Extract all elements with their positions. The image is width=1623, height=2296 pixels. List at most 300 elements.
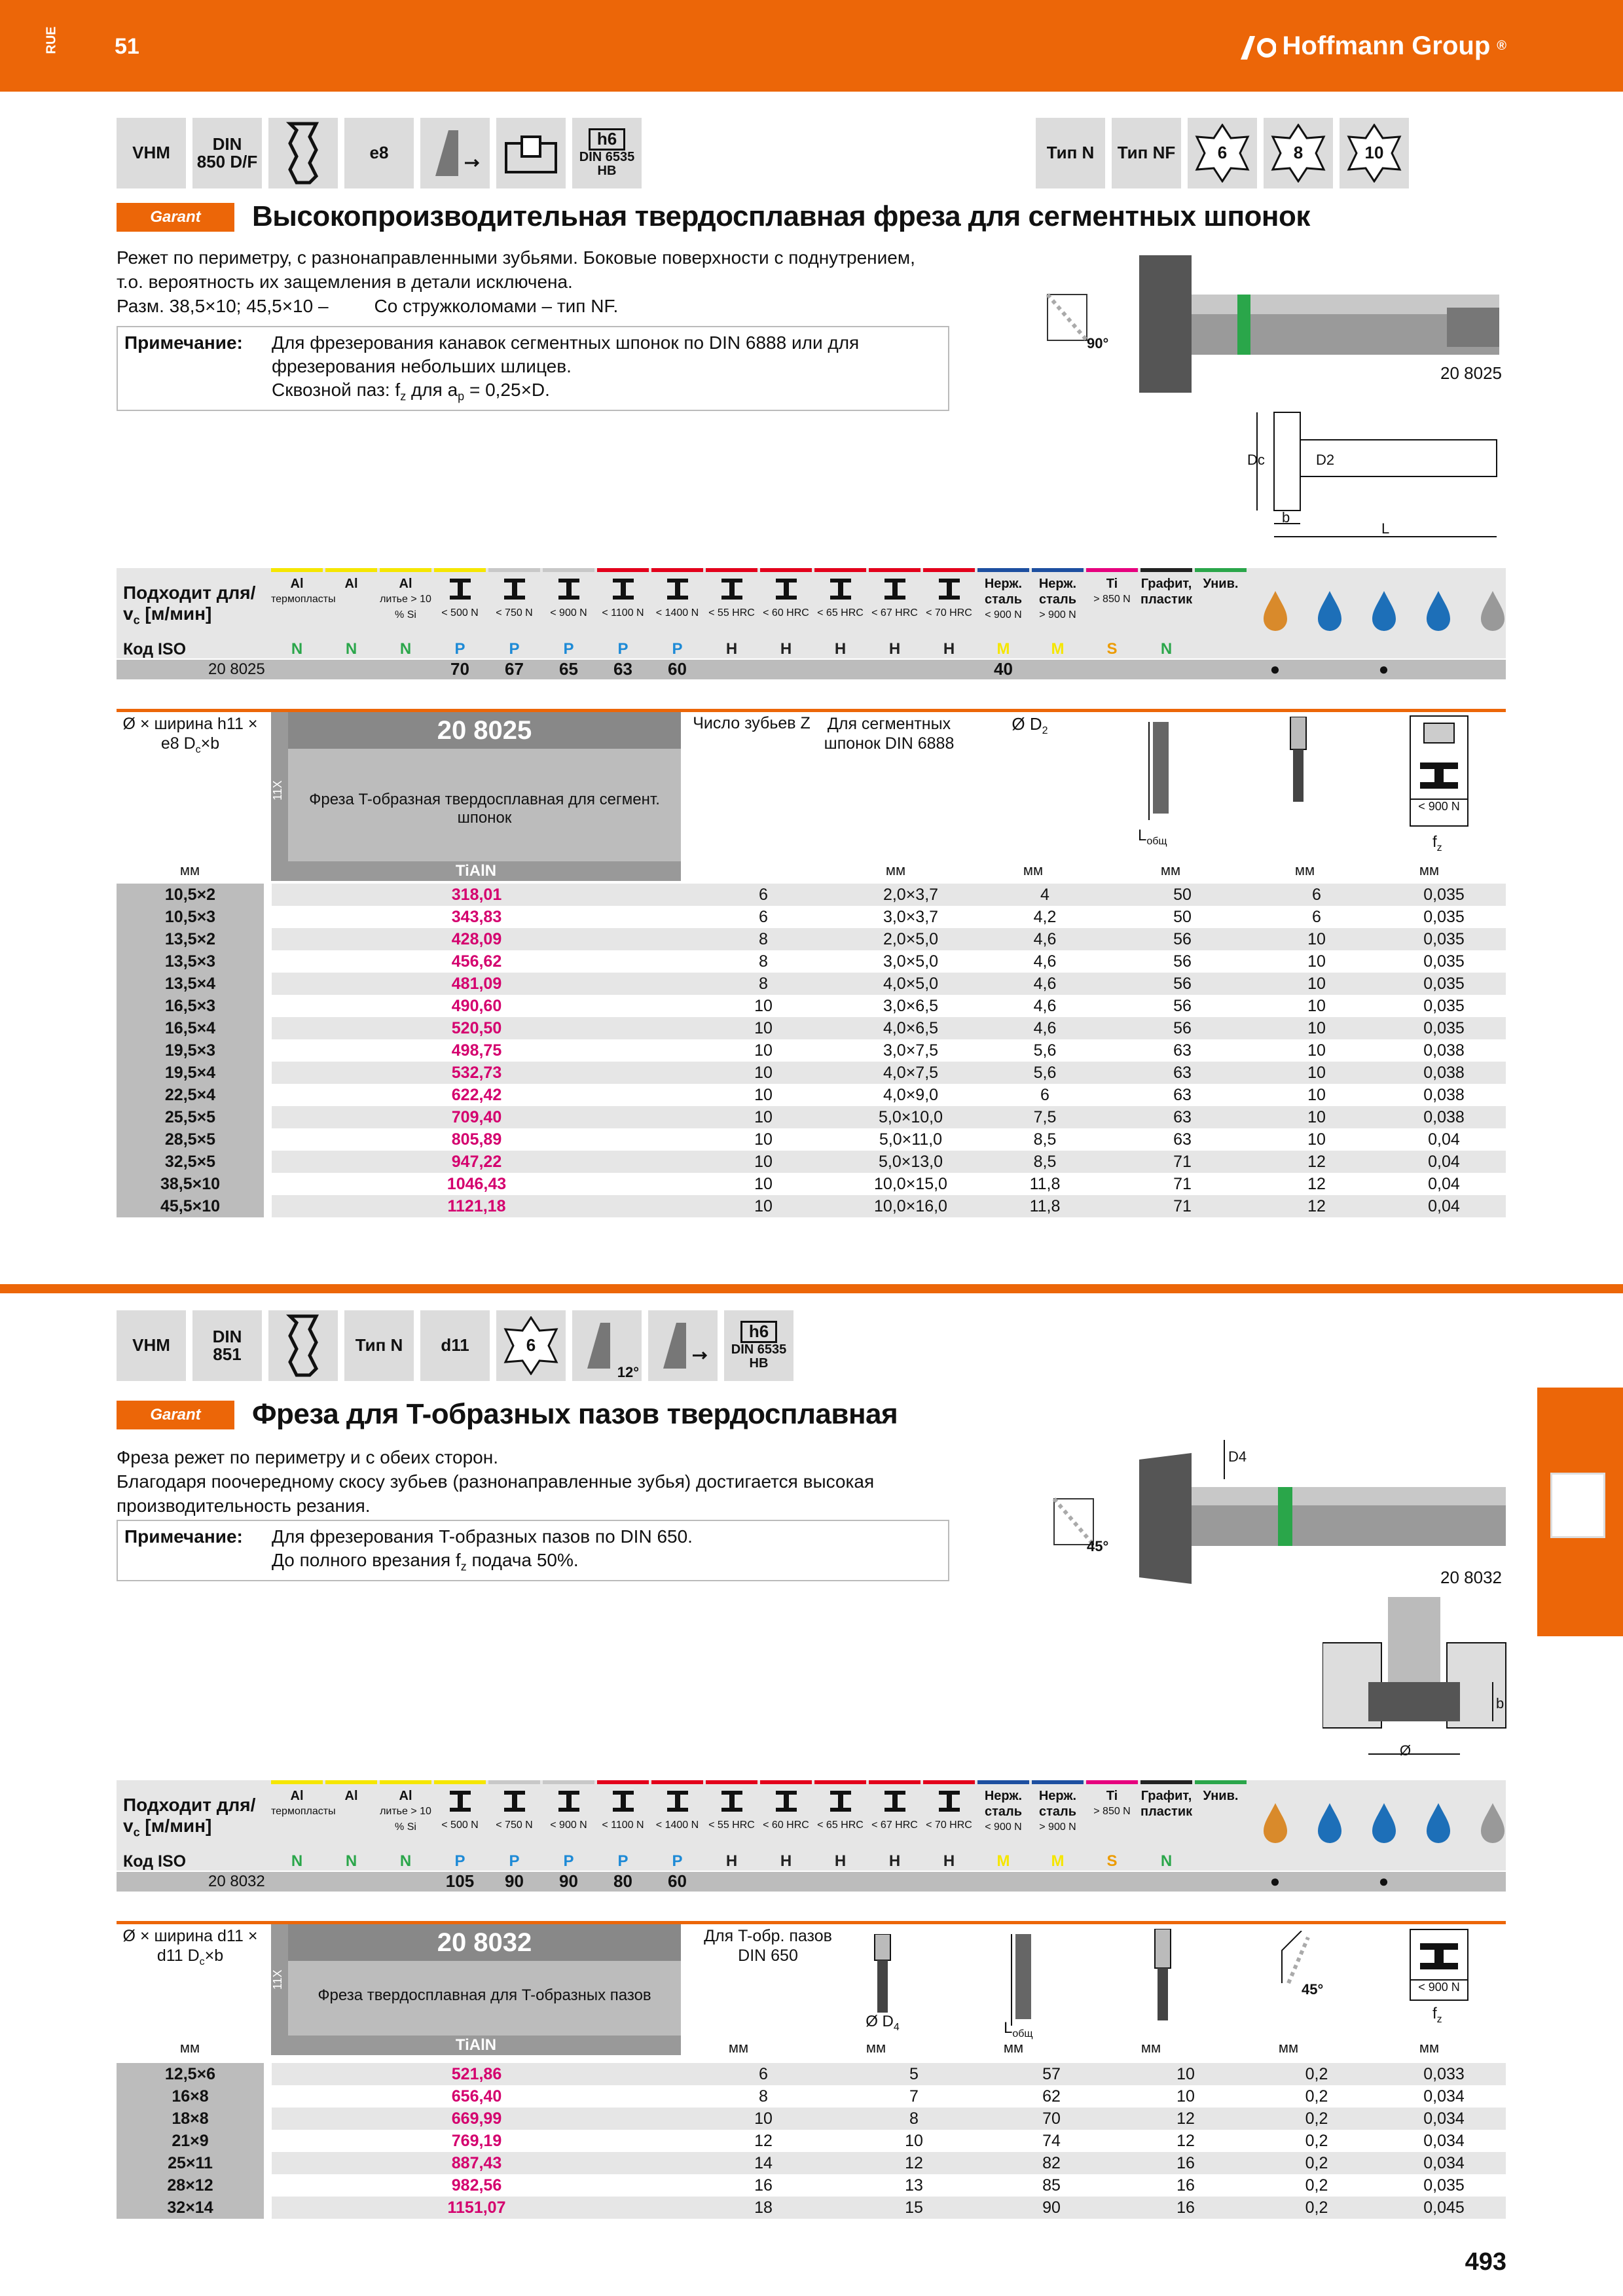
value-cell: 0,035 [1423,952,1465,971]
value-cell: 71 [1173,1174,1192,1193]
material-name: Нерж. сталь [1038,577,1077,607]
price-cell: 498,75 [451,1041,502,1060]
material-name: Унив. [1203,577,1239,591]
unit-label: мм [1160,862,1181,878]
table-row[interactable] [117,2063,1506,2085]
table-row[interactable] [117,2174,1506,2197]
spacer-cell [264,995,272,1017]
price-cell: 532,73 [272,1062,682,1084]
iso-code: N [291,640,303,658]
material-header [380,576,431,623]
iso-code: H [888,640,901,658]
vc-value: ● [1269,1871,1281,1891]
value-cell: 50 [1114,884,1251,906]
price-cell: 656,40 [451,2087,502,2106]
chapter-icon [1550,1473,1605,1538]
table-row[interactable] [117,950,1506,973]
price-cell: 669,99 [272,2108,682,2130]
price-cell: 1151,07 [272,2197,682,2219]
material-header [488,1788,540,1833]
material-sub: < 900 N [985,1821,1022,1833]
iso-code: H [725,640,738,658]
price-cell: 1046,43 [447,1174,507,1193]
value-cell: 0,04 [1428,1130,1460,1149]
s2-teeth-icon [268,1310,338,1381]
teeth-icon [268,118,338,188]
size-cell: 13,5×3 [117,950,264,973]
value-cell: 6 [759,907,768,926]
table-row[interactable] [117,1195,1506,1217]
iso-code: H [780,1852,792,1870]
material-color-bar [977,1780,1029,1784]
material-color-bar [597,1780,649,1784]
s2-icon-row [117,1310,793,1381]
table-row[interactable] [117,1062,1506,1084]
value-cell: 8,5 [976,1151,1114,1173]
value-cell: 16 [1120,2152,1251,2174]
size-cell: 18×8 [117,2108,264,2130]
material-sub: > 850 N [1093,1806,1131,1817]
material-header [325,1788,377,1804]
material-color-bar [1032,568,1084,572]
vc-value: 105 [445,1871,475,1891]
steel-beam-icon [719,576,745,602]
s2-fz-box: < 900 N [1410,1929,1468,2001]
material-color-bar [760,1780,812,1784]
material-color-bar [543,568,594,572]
value-cell: 8 [759,952,768,971]
material-name: Нерж. сталь [984,577,1023,607]
s2-col-ang: 45° [1302,1981,1324,1998]
chapter-side-tab[interactable] [1537,1388,1623,1636]
drop-orange-icon [1256,1800,1295,1846]
material-sub: > 850 N [1093,594,1131,605]
spray-icon [1364,588,1404,634]
material-color-bar [271,1780,323,1784]
s1-icon-row-right [1036,118,1409,188]
s2-tool-picture [1048,1433,1519,1590]
dim-b: b [1282,509,1290,526]
value-cell: 5 [845,2063,983,2085]
value-cell: 12 [1307,1174,1326,1193]
material-header [597,576,649,621]
s2-col-d4: Ø $D_4$ [866,2013,900,2033]
value-cell: 4 [976,884,1114,906]
value-cell: 4,0×5,0 [845,973,976,995]
unit-label: мм [1294,862,1315,878]
value-cell: 0,038 [1382,1062,1506,1084]
price-cell: 709,40 [272,1106,682,1128]
s2-teeth-6-icon: 6 [496,1310,566,1381]
table-row[interactable] [117,1039,1506,1062]
value-cell: 62 [1042,2087,1061,2106]
value-cell: 12 [1120,2108,1251,2130]
iso-code: H [943,1852,955,1870]
value-cell: 11,8 [1029,1174,1061,1193]
price-cell: 622,42 [451,1085,502,1104]
s2-row-article: 20 8032 [208,1873,265,1890]
steel-beam-icon [719,1788,745,1814]
material-sub: < 70 HRC [926,607,972,619]
s2-material-columns [271,1780,1506,1892]
material-sub: > 900 N [1039,609,1076,620]
iso-code: N [399,640,412,658]
s2-dim-o: Ø [1400,1742,1412,1759]
value-cell: 10 [1307,1041,1326,1060]
value-cell: 0,04 [1382,1195,1506,1217]
value-cell: 5,0×11,0 [879,1130,943,1149]
s2-shank-icon [1150,1929,1176,2020]
value-cell: 6 [1040,1085,1049,1104]
material-color-bar [651,1780,703,1784]
value-cell: 10 [682,1151,845,1173]
material-header [597,1788,649,1833]
material-header [977,1788,1029,1835]
s1-col-fz: $f_z$ [1432,833,1442,853]
table-row[interactable] [117,928,1506,950]
value-cell: 0,04 [1428,1174,1460,1193]
s1-col-ltot: $L_{общ}$ [1138,827,1167,847]
material-color-bar [543,1780,594,1784]
table-row[interactable] [117,1084,1506,1106]
spacer-cell [264,1062,272,1084]
material-header [923,576,975,621]
s1-mat-title: Подходит для/ $v_c$ [м/мин] [123,583,256,627]
value-cell: 0,2 [1305,2176,1328,2195]
vhm-badge: VHM [117,118,186,188]
s2-col-din: Для T-обр. пазов DIN 650 [704,1927,832,1965]
vc-value: 65 [559,659,578,679]
value-cell: 16 [1176,2176,1195,2195]
s1-icon-row [117,118,642,188]
material-name: Унив. [1203,1789,1239,1803]
value-cell: 3,0×3,7 [883,907,939,926]
value-cell: 0,2 [1305,2087,1328,2106]
material-sub: литье > 10 % Si [380,594,431,620]
spacer-cell [264,1017,272,1039]
value-cell: 56 [1173,952,1192,971]
price-cell: 982,56 [451,2176,502,2195]
drop-blue-icon [1310,1800,1349,1846]
material-sub: литье > 10 % Si [380,1806,431,1833]
material-name: Графит, пластик [1140,577,1193,607]
value-cell: 4,6 [1033,952,1057,971]
iso-code: H [888,1852,901,1870]
s2-material-table: Подходит для/ $v_c$ [м/мин] Код ISO 20 8032 Al термопласты N Al N Al литье > 10 % Si N < 500 N P < 750 N P < 900 N P < 1100 N P < 1400 N P < 55 HRC H < 60 HRC H < 65 HRC H < 67 HRC H < 70 HRC H Нерж. сталь < 900 N M Нерж. сталь > 900 N M Ti > 850 N S Графит, пластик N Унив. 105 90 90 80 60 ● ● [117,1780,1506,1905]
material-header [543,1788,594,1833]
unit-label: мм [1023,862,1044,878]
s1-angle-label: 90° [1087,335,1109,351]
value-cell: 0,2 [1305,2131,1328,2150]
vc-value: 90 [559,1871,578,1891]
value-cell: 56 [1114,1017,1251,1039]
material-name: Al [399,577,412,591]
size-cell: 25×11 [117,2152,264,2174]
s1-col-dims: Ø × ширина h11 × e8 $D_c\times b$ [122,715,258,755]
material-color-bar [434,568,486,572]
table-row[interactable] [117,973,1506,995]
s2-angle-label: 45° [1087,1538,1109,1554]
material-color-bar [488,568,540,572]
value-cell: 8 [682,928,845,950]
material-color-bar [760,568,812,572]
s1-material-columns [271,568,1506,679]
value-cell: 0,038 [1423,1085,1465,1104]
spacer-cell [264,2174,272,2197]
spacer-cell [264,1084,272,1106]
table-row[interactable] [117,1128,1506,1151]
spacer-cell [264,2085,272,2108]
s1-shank-icon [1285,717,1311,802]
type-n-badge: Тип N [1036,118,1105,188]
material-sub: < 70 HRC [926,1820,972,1831]
s2-ltotal-icon [1010,1934,1036,2026]
iso-code: N [345,640,357,658]
material-sub: < 60 HRC [763,1820,809,1831]
spacer-cell [264,928,272,950]
size-cell: 22,5×4 [117,1084,264,1106]
table-row[interactable] [117,2152,1506,2174]
value-cell: 63 [1114,1106,1251,1128]
mql-icon [1473,588,1512,634]
iso-code: H [943,640,955,658]
value-cell: 0,035 [1423,996,1465,1015]
s2-note: Примечание: Для фрезерования T-образных пазов по DIN 650. До полного врезания $f_z$ подача 50%. [117,1520,949,1581]
s1-ltotal-icon [1148,722,1174,820]
spacer-cell [264,1151,272,1173]
steel-beam-icon [828,576,854,602]
iso-code: P [509,1852,520,1870]
value-cell: 6 [682,2063,845,2085]
vc-value: 67 [505,659,524,679]
teeth-6-icon: 6 [1188,118,1257,188]
s2-units-row [117,2040,1506,2060]
value-cell: 0,034 [1423,2087,1465,2106]
unit-label: мм [179,2039,200,2056]
value-cell: 6 [1251,884,1382,906]
vc-value: 80 [613,1871,632,1891]
s2-tslot-drawing [1322,1597,1519,1774]
value-cell: 2,0×3,7 [845,884,976,906]
material-header [271,576,336,607]
vc-value: ● [1378,1871,1389,1891]
material-name: Нерж. сталь [1038,1789,1077,1819]
material-sub: < 65 HRC [817,1820,864,1831]
s2-iso-label: Код ISO [123,1852,187,1871]
material-color-bar [923,568,975,572]
s1-note-line1: Для фрезерования канавок сегментных шпонок по DIN 6888 или для [272,332,860,353]
material-name: Нерж. сталь [984,1789,1023,1819]
value-cell: 7,5 [976,1106,1114,1128]
value-cell: 0,2 [1251,2108,1382,2130]
s1-desc-line1: Режет по периметру, с разнонаправленными зубьями. Боковые поверхности с поднутрением, [117,247,915,268]
size-cell: 19,5×4 [117,1062,264,1084]
value-cell: 10 [754,1085,773,1104]
value-cell: 10 [682,1195,845,1217]
table-row[interactable] [117,1106,1506,1128]
table-row[interactable] [117,2085,1506,2108]
value-cell: 3,0×6,5 [883,996,939,1015]
steel-beam-icon [610,1788,636,1814]
material-name: Al [290,577,304,591]
material-color-bar [1140,1780,1192,1784]
material-color-bar [1086,568,1138,572]
s2-shank-badge: h6 DIN 6535 HB [724,1310,793,1381]
table-row[interactable] [117,2108,1506,2130]
steel-beam-icon [447,1788,473,1814]
spacer-cell [264,973,272,995]
material-header [760,1788,812,1833]
material-color-bar [869,568,921,572]
value-cell: 4,6 [976,1017,1114,1039]
shank-h6: h6 [589,128,625,150]
material-header [1195,1788,1247,1804]
s1-code: 20 8025 [288,712,681,749]
value-cell: 82 [983,2152,1120,2174]
value-cell: 10 [754,1174,773,1193]
dry-icon [1419,588,1458,634]
s1-desc-line2: т.о. вероятность их защемления в детали исключена. [117,272,573,292]
table-row[interactable] [117,2197,1506,2219]
material-color-bar [1140,568,1192,572]
table-row[interactable] [117,1173,1506,1195]
material-sub: < 55 HRC [708,1820,755,1831]
steel-beam-icon [882,576,908,602]
dim-l: L [1381,520,1390,537]
value-cell: 10 [682,1062,845,1084]
value-cell: 2,0×5,0 [845,928,976,950]
vc-value: ● [1269,659,1281,679]
value-cell: 0,2 [1251,2152,1382,2174]
material-header [1086,1788,1138,1820]
value-cell: 18 [682,2197,845,2219]
s1-title: Высокопроизводительная твердосплавная фреза для сегментных шпонок [252,200,1310,232]
value-cell: 10,0×15,0 [874,1174,947,1193]
vc-value: ● [1378,659,1389,679]
value-cell: 8 [682,973,845,995]
value-cell: 13 [905,2176,923,2195]
size-cell: 16,5×3 [117,995,264,1017]
shank-din: DIN 6535 HB [579,149,635,178]
value-cell: 0,038 [1423,1041,1465,1060]
s2-type-badge: Тип N [344,1310,414,1381]
s1-product-table [117,884,1506,1217]
iso-code: S [1106,1852,1118,1870]
material-header [325,576,377,592]
value-cell: 10 [905,2131,923,2150]
value-cell: 0,034 [1382,2108,1506,2130]
iso-code: P [672,640,683,658]
iso-code: P [563,1852,574,1870]
s2-tolerance-badge: d11 [420,1310,490,1381]
material-header [814,1788,866,1833]
steel-beam-icon [556,576,582,602]
iso-code: H [834,640,847,658]
value-cell: 56 [1114,928,1251,950]
material-color-bar [977,568,1029,572]
value-cell: 10 [682,1106,845,1128]
material-header [1140,1788,1192,1820]
iso-code: M [1051,640,1065,658]
s2-edge-icon [648,1310,718,1381]
price-cell: 481,09 [272,973,682,995]
material-header [543,576,594,621]
value-cell: 63 [1173,1085,1192,1104]
steel-beam-icon [447,576,473,602]
price-cell: 490,60 [451,996,502,1015]
unit-label: мм [885,862,906,878]
iso-code: P [617,1852,629,1870]
vc-value: 60 [668,659,687,679]
table-row[interactable] [117,1151,1506,1173]
top-bar [0,0,1623,92]
mql-icon [1473,1800,1512,1846]
s1-note-label: Примечание: [124,332,243,353]
value-cell: 4,6 [976,928,1114,950]
value-cell: 10 [1307,952,1326,971]
spacer-cell [264,950,272,973]
table-row[interactable] [117,1017,1506,1039]
s1-note [117,326,949,411]
material-header [488,576,540,621]
material-header [651,576,703,621]
hoffmann-logo-icon [1241,33,1276,60]
value-cell: 8,5 [1033,1130,1057,1149]
size-cell: 10,5×2 [117,884,264,906]
iso-code: H [725,1852,738,1870]
spacer-cell [264,2130,272,2152]
size-cell: 12,5×6 [117,2063,264,2085]
price-cell: 456,62 [451,952,502,971]
table-row[interactable] [117,906,1506,928]
value-cell: 0,035 [1382,1017,1506,1039]
s2-product-head: Ø × ширина d11 × d11 $D_c\times b$ 11X 20 8032 Фреза твердосплавная для T-образных пазов TiAlN Для T-обр. пазов DIN 650 Ø $D_4$ $L_{общ}$ 45° < 900 N $f_z$ [117,1921,1506,2052]
s1-product-desc: Фреза T-образная твердосплавная для сегмент. шпонок [309,791,660,827]
value-cell: 0,034 [1382,2152,1506,2174]
size-cell: 32,5×5 [117,1151,264,1173]
table-row[interactable] [117,2130,1506,2152]
material-color-bar [1195,568,1247,572]
vc-value: 60 [668,1871,687,1891]
dry-icon [1419,1800,1458,1846]
material-sub: < 1400 N [655,1820,699,1831]
table-row[interactable] [117,884,1506,906]
brand-name: Hoffmann Group [1282,31,1491,60]
s2-coating: TiAlN [271,2036,681,2055]
material-sub: < 750 N [496,607,533,619]
size-cell: 13,5×4 [117,973,264,995]
value-cell: 12 [1176,2131,1195,2150]
s1-fz-box [1410,715,1468,827]
s1-units-row [117,863,1506,882]
value-cell: 56 [1173,996,1192,1015]
material-header [977,576,1029,623]
type-nf-badge: Тип NF [1112,118,1181,188]
spacer-cell [264,1039,272,1062]
material-header [760,576,812,621]
material-header [869,1788,921,1833]
s2-din-badge: DIN 851 [192,1310,262,1381]
unit-label: мм [1419,862,1440,878]
material-sub: < 900 N [550,607,587,619]
s1-article-label: 20 8025 [1440,363,1502,383]
material-header [380,1788,431,1835]
price-cell: 520,50 [272,1017,682,1039]
value-cell: 4,0×9,0 [883,1085,939,1104]
value-cell: 12 [1251,1195,1382,1217]
spacer-cell [264,2108,272,2130]
table-row[interactable] [117,995,1506,1017]
